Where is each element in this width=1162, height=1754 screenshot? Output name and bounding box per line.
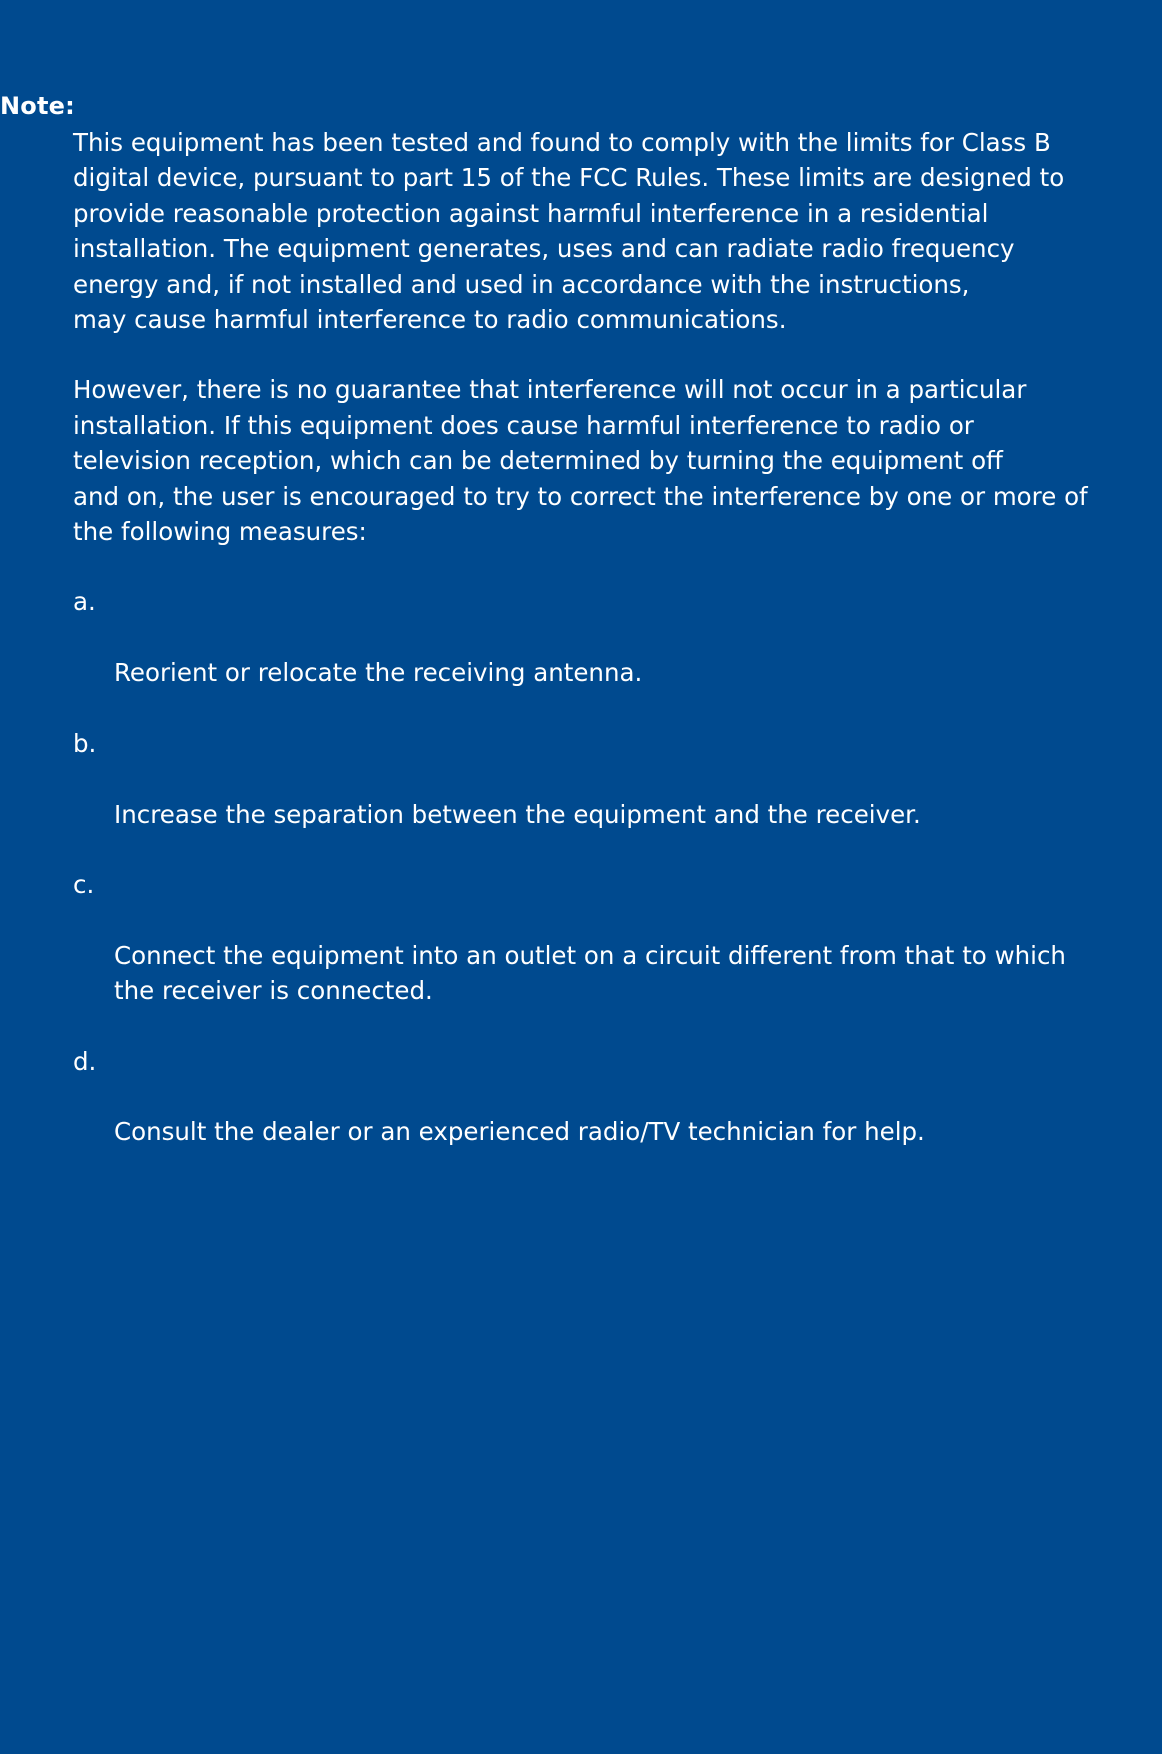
measure-item	[73, 584, 1113, 690]
measures-list	[73, 584, 1113, 1149]
measure-text: Consult the dealer or an experienced radio/TV technician for help.	[114, 1117, 925, 1147]
measure-text: Reorient or relocate the receiving antenna.	[114, 658, 643, 688]
note-body	[73, 125, 1113, 1150]
measure-marker: d.	[73, 1046, 97, 1076]
measure-item	[73, 1044, 1113, 1150]
measure-marker: a.	[73, 587, 96, 617]
fcc-compliance-paragraph: This equipment has been tested and found to comply with the limits for Class B digital device, pursuant to part 15 of the FCC Rules. These limits are designed to provide reasonable protection against harmful interference in a residential installation. The equipment generates, uses and can radiate radio frequency energy and, if not installed and used in accordance with the instructions, may cause harmful interference to radio communications.	[73, 128, 1065, 335]
measure-text: Connect the equipment into an outlet on a circuit different from that to which the receiver is connected.	[114, 940, 1066, 1006]
measure-item	[73, 726, 1113, 832]
measure-item	[73, 867, 1113, 1009]
note-label: Note:	[0, 92, 75, 120]
measure-marker: c.	[73, 869, 95, 899]
interference-paragraph: However, there is no guarantee that interference will not occur in a particular installation. If this equipment does cause harmful interference to radio or television reception, which can be determined by turning the equipment off and on, the user is encouraged to try to correct the interference by one or more of the following measures:	[73, 375, 1088, 547]
measure-text: Increase the separation between the equipment and the receiver.	[114, 799, 921, 829]
measure-marker: b.	[73, 728, 97, 758]
